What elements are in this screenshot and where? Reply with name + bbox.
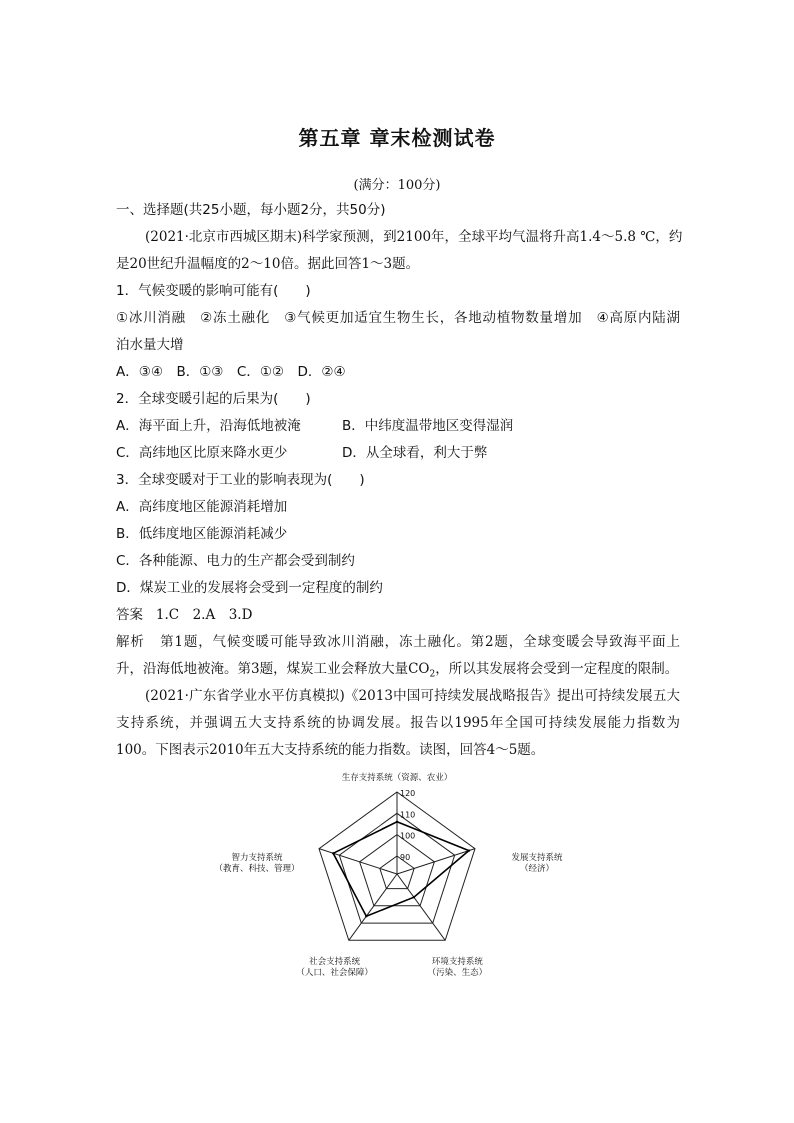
intro1-line1: (2021·北京市西城区期末)科学家预测，到2100年，全球平均气温将升高1.4～5.8 ℃，约	[145, 229, 683, 245]
question-2-option-c: C．高纬地区比原来降水更少	[116, 445, 288, 461]
radar-tick-label: 110	[400, 810, 416, 820]
radar-axis-label: 智力支持系统	[231, 853, 283, 863]
question-3-stem: 3．全球变暖对于工业的影响表现为( )	[116, 472, 365, 488]
radar-axis-label: （人口、社会保障）	[296, 968, 373, 978]
intro1-line2: 是20世纪升温幅度的2～10倍。据此回答1～3题。	[116, 256, 420, 272]
question-2-stem: 2．全球变暖引起的后果为( )	[116, 391, 311, 407]
radar-axis-label: （经济）	[519, 864, 555, 874]
answer-line	[116, 606, 680, 624]
radar-axis-label: （教育、科技、管理）	[214, 864, 300, 874]
answer-text: 1.C 2.A 3.D	[155, 607, 253, 623]
analysis-text-2a: 升，沿海低地被淹。第3题，煤炭工业会释放大量CO	[116, 661, 430, 677]
section-heading: 一、选择题(共25小题，每小题2分，共50分)	[116, 202, 386, 218]
radar-axis-label: 生存支持系统（资源、农业）	[341, 773, 453, 783]
radar-tick-label: 90	[400, 852, 411, 862]
radar-spoke-4	[319, 849, 397, 874]
page-title: 第五章 章末检测试卷	[298, 126, 496, 150]
analysis-label: 解析	[116, 634, 145, 650]
radar-axis-label: （污染、生态）	[427, 968, 488, 978]
radar-axis-label: 环境支持系统	[431, 957, 483, 967]
radar-series-point	[396, 821, 398, 823]
radar-axis-label: 发展支持系统	[511, 853, 563, 863]
intro2-line1: (2021·广东省学业水平仿真模拟)《2013中国可持续发展战略报告》提出可持续发展五大	[145, 688, 680, 704]
analysis-line2	[116, 660, 680, 684]
radar-series-point	[365, 915, 367, 917]
question-1-stem: 1．气候变暖的影响可能有( )	[116, 283, 311, 299]
analysis-text-2b: ，所以其发展将会受到一定程度的限制。	[435, 661, 679, 677]
question-3-option-d: D．煤炭工业的发展将会受到一定程度的制约	[116, 580, 383, 596]
radar-series-point	[332, 852, 334, 854]
question-3-option-c: C．各种能源、电力的生产都会受到制约	[116, 553, 355, 569]
question-1-options: A．③④ B．①③ C．①② D．②④	[116, 364, 346, 380]
question-2-option-d: D．从全球看，利大于弊	[342, 445, 488, 461]
analysis-text-1: 第1题，气候变暖可能导致冰川消融，冻土融化。第2题，全球变暖会导致海平面上	[160, 634, 681, 650]
radar-tick-label: 100	[400, 831, 416, 841]
question-2-option-b: B．中纬度温带地区变得湿润	[342, 418, 514, 434]
analysis-subscript: 2	[429, 669, 436, 680]
question-3-option-b: B．低纬度地区能源消耗减少	[116, 526, 288, 542]
question-2-option-a: A．海平面上升，沿海低地被淹	[116, 418, 301, 434]
radar-tick-label: 120	[400, 789, 416, 798]
full-score-note: (满分：100分)	[353, 178, 441, 193]
question-1-items-line1: ①冰川消融 ②冻土融化 ③气候更加适宜生物生长，各地动植物数量增加 ④高原内陆湖	[116, 310, 680, 326]
radar-series-point	[468, 849, 470, 851]
radar-series-point	[413, 896, 415, 898]
radar-axis-labels	[214, 772, 563, 978]
intro2-line2: 支持系统，并强调五大支持系统的协调发展。报告以1995年全国可持续发展能力指数为	[116, 715, 680, 731]
answer-label: 答案	[116, 607, 143, 623]
radar-axis-label: 社会支持系统	[309, 957, 361, 967]
question-1-items-line2: 泊水量大增	[116, 337, 184, 353]
radar-chart	[214, 768, 563, 978]
analysis-line1	[116, 633, 680, 651]
question-3-option-a: A．高纬度地区能源消耗增加	[116, 499, 288, 515]
intro2-line3: 100。下图表示2010年五大支持系统的能力指数。读图，回答4～5题。	[116, 742, 545, 758]
